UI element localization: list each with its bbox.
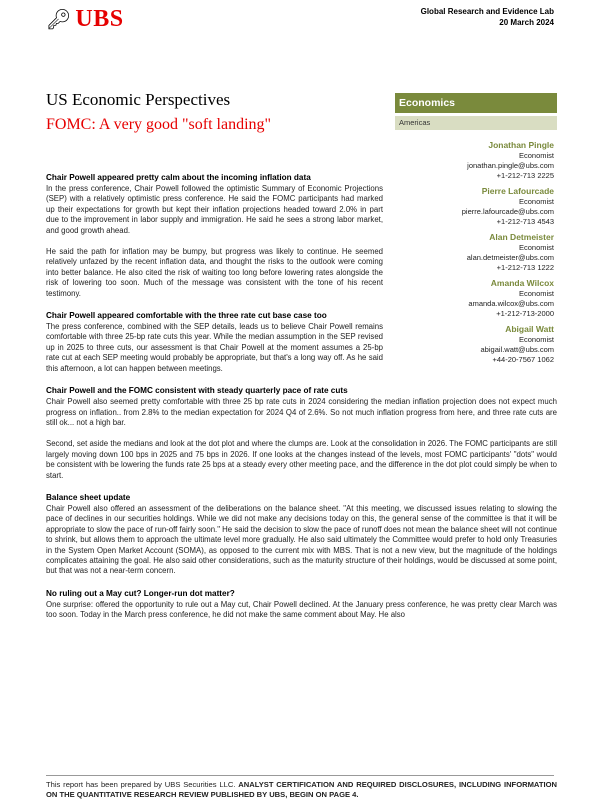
section-heading: Chair Powell and the FOMC consistent with steady quarterly pace of rate cuts (46, 386, 348, 396)
sidebar-category (395, 93, 557, 130)
analyst-phone: +1-212-713 4543 (496, 217, 554, 226)
analyst-name: Pierre Lafourcade (481, 186, 554, 196)
paragraph: He said the path for inflation may be bumpy, but progress was likely to continue. He seemed relatively unfazed by the recent inflation data, and thought the risks to the outlook were coming into better balance. He also cited the risk of waiting too long before lowering rates alongside the risk of lowering too soon. Much of the message was consistent with the tone of his recent testimony. (46, 247, 383, 298)
analyst-card (384, 186, 554, 227)
analyst-card (384, 140, 554, 181)
region-label: Americas (395, 116, 557, 130)
analyst-email[interactable]: abigail.watt@ubs.com (480, 345, 554, 354)
analyst-phone: +1-212-713 1222 (496, 263, 554, 272)
paragraph: The press conference, combined with the SEP details, leads us to believe Chair Powell remains comfortable with three 25-bp rate cuts this year. While the median assumption in the SEP revised up in 2025 to three cuts, our assessment is that Chair Powell at the moment assumes a 25-bp rate cut at each SEP meeting would probably be appropriate, but that's a long way off. As he said this afternoon, a lot can happen between meetings. (46, 322, 383, 373)
analyst-phone: +1-212-713 2225 (496, 171, 554, 180)
footer-disclosure: ANALYST CERTIFICATION AND REQUIRED DISCLOSURES, INCLUDING INFORMATION ON THE QUANTITATIVE RESEARCH REVIEW PUBLISHED BY UBS, BEGIN ON PAGE 4. (46, 780, 557, 799)
ubs-logo (46, 6, 124, 33)
analyst-name: Alan Detmeister (489, 232, 554, 242)
analyst-role: Economist (518, 289, 554, 298)
page-subtitle: FOMC: A very good "soft landing" (46, 116, 272, 133)
paragraph: In the press conference, Chair Powell followed the optimistic Summary of Economic Projections (SEP) with a relatively optimistic press conference. He said the FOMC participants had marked up their expectations for growth but kept their inflation projections headed toward 2.0% in part due to the improvement in labor supply and immigration. He said he sees a strong labor market, and good growth ahead. (46, 184, 383, 235)
section-label: Economics (395, 93, 557, 113)
section-heading: No ruling out a May cut? Longer-run dot matter? (46, 588, 235, 598)
analyst-role: Economist (518, 335, 554, 344)
logo-wordmark: UBS (75, 6, 124, 32)
analyst-phone: +44-20-7567 1062 (492, 355, 554, 364)
paragraph: One surprise: offered the opportunity to rule out a May cut, Chair Powell declined. At the January press conference, he was pretty clear March was too soon. Today in the March press conference, he did not make the same comment about May. He also (46, 599, 557, 620)
analyst-name: Amanda Wilcox (490, 278, 554, 288)
analyst-email[interactable]: alan.detmeister@ubs.com (466, 253, 554, 262)
paragraph: Chair Powell also offered an assessment of the deliberations on the balance sheet. "At this meeting, we discussed issues relating to slowing the pace of declines in our securities holdings. While we did not make any decisions today on this, the general sense of the committee is that it will be appropriate to slow the pace of run-off fairly soon." He said the decision to slow the pace of runoff does not mean the balance sheet will not continue to shrink, but allows them to approach the ultimate level more gradually. He also said ultimately the Committee would prefer to hold only Treasuries in the System Open Market Account (SOMA), as opposed to the current mix with MBS. That is not a new view, but the magnitude of the holdings complicates attaining the goal. He also said other considerations, such as the maturity structure of their holdings, would be discussed at some point, but that was not a near-term concern. (46, 503, 557, 576)
analyst-role: Economist (518, 197, 554, 206)
footer-text: This report has been prepared by UBS Securities LLC. (46, 780, 236, 789)
analyst-name: Abigail Watt (505, 324, 554, 334)
report-header (421, 6, 554, 28)
section-heading: Chair Powell appeared comfortable with the three rate cut base case too (46, 311, 327, 321)
analyst-name: Jonathan Pingle (488, 140, 554, 150)
analyst-role: Economist (518, 151, 554, 160)
analyst-email[interactable]: jonathan.pingle@ubs.com (467, 161, 554, 170)
research-unit: Global Research and Evidence Lab (420, 7, 554, 16)
analyst-email[interactable]: pierre.lafourcade@ubs.com (461, 207, 554, 216)
paragraph: Second, set aside the medians and look at the dot plot and where the clumps are. Look at the consolidation in 2026. The FOMC participants are still largely moving down 100 bps in 2025 and 75 bps in 2026. If one looks at the changes instead of the levels, most FOMC participants' "dots" would be consistent with be lowering the funds rate 25 bps at a steady every other meeting pace, and the difference in the dot plot could simply be when to start. (46, 439, 557, 480)
report-date: 20 March 2024 (499, 18, 554, 27)
keys-icon: 🔑︎ (46, 8, 72, 31)
disclosure-footer (46, 780, 557, 800)
footer-divider (46, 775, 554, 776)
section-heading: Chair Powell appeared pretty calm about the incoming inflation data (46, 173, 311, 182)
paragraph: Chair Powell also seemed pretty comfortable with three 25 bp rate cuts in 2024 considering the median inflation projection does not expect much progress on inflation.. from 2.8% to the median expectation for 2024 Q4 of 2.6%. So not much inflation progress from here, and three rate cuts are still ok... not a high bar. (46, 397, 557, 427)
analyst-email[interactable]: amanda.wilcox@ubs.com (468, 299, 554, 308)
analyst-phone: +1-212-713-2000 (496, 309, 554, 318)
page-title: US Economic Perspectives (46, 90, 231, 109)
analyst-list (384, 140, 554, 370)
analyst-card (384, 324, 554, 365)
section-heading: Balance sheet update (46, 492, 131, 502)
analyst-card (384, 278, 554, 319)
analyst-role: Economist (518, 243, 554, 252)
analyst-card (384, 232, 554, 273)
